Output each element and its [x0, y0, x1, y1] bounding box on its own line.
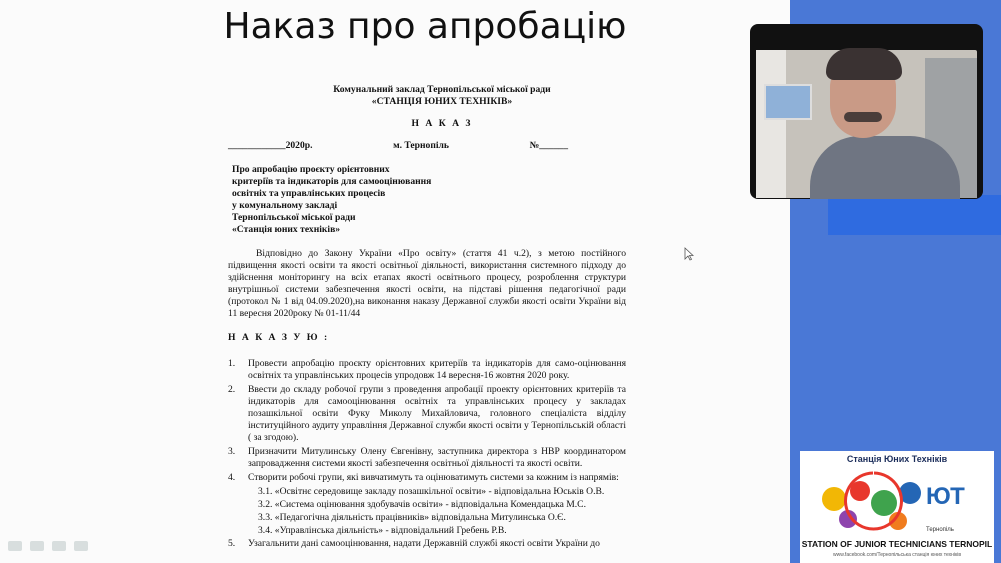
institution-line-2: «СТАНЦІЯ ЮНИХ ТЕХНІКІВ» — [371, 96, 513, 107]
sub-item: 3.2. «Система оцінювання здобувачів освіти» - відповідальна Комендацька М.С. — [258, 499, 586, 510]
preamble-text: Відповідно до Закону України «Про освіту» (стаття 41 ч.2), з метою постійного підвищення якості освіти та якості освітньої діяльності, використання системного підходу до здійснення моніторингу на всіх етапах якості освітнього процесу, розроблення структури внутрішньої системи забезпечення якості освіти, на підставі рішення педагогічної ради (протокол № 1 від 04.09.2020),на виконання наказу Державної служби якості освіти України від 11 вересня 2020року № 01-11/44 — [228, 248, 626, 319]
city-label: м. Тернопіль — [393, 140, 449, 151]
list-item — [228, 538, 626, 550]
order-heading: Н А К А З У Ю : — [228, 332, 330, 343]
list-item — [228, 384, 626, 444]
logo-art-icon — [814, 469, 934, 533]
logo-mark: ЮТ — [926, 483, 965, 510]
document-type: Н А К А З — [411, 118, 473, 129]
next-slide-icon[interactable] — [74, 541, 88, 551]
item-text: Призначити Митулинську Олену Євгенівну, заступника директора з НВР координатором запровадження системи якості забезпечення освітньої діяльності та якості освіти. — [248, 446, 626, 469]
logo-footer: www.facebook.com/Тернопільська станція юних техніків — [832, 552, 962, 558]
item-text: Створити робочі групи, які вивчатимуть та оцінюватимуть системи за кожним із напрямів: — [248, 472, 619, 483]
slide-toolbar — [8, 541, 88, 551]
item-number: 5. — [228, 538, 236, 549]
order-document — [228, 84, 626, 552]
sub-item: 3.1. «Освітнє середовище закладу позашкільної освіти» - відповідальна Юськів О.В. — [258, 486, 605, 497]
number-field: №______ — [529, 140, 568, 151]
presenter-hair — [826, 48, 902, 80]
webcam-shelf — [756, 50, 786, 198]
webcam-wall-picture — [764, 84, 812, 120]
item-number: 4. — [228, 472, 236, 483]
list-item — [228, 446, 626, 470]
order-items — [228, 358, 626, 550]
document-meta — [228, 140, 568, 152]
mouse-cursor-icon — [684, 247, 694, 261]
item-number: 2. — [228, 384, 236, 395]
pen-icon[interactable] — [30, 541, 44, 551]
previous-slide-icon[interactable] — [8, 541, 22, 551]
list-item — [228, 358, 626, 382]
logo-city: Тернопіль — [926, 527, 954, 533]
side-accent-block — [828, 195, 1001, 235]
sub-items — [258, 486, 626, 537]
sub-item: 3.4. «Управлінська діяльність» - відповідальний Гребень Р.В. — [258, 525, 507, 536]
station-logo — [800, 451, 994, 563]
presenter-mustache — [844, 112, 882, 122]
logo-top-text: Станція Юних Техніків — [846, 454, 948, 464]
slides-grid-icon[interactable] — [52, 541, 66, 551]
date-field: ____________2020р. — [228, 140, 313, 151]
webcam-video[interactable] — [750, 24, 983, 199]
institution-line-1: Комунальний заклад Тернопільської міської ради — [333, 84, 551, 95]
slide-title: Наказ про апробацію — [223, 6, 627, 47]
item-text: Ввести до складу робочої групи з проведення апробації проекту орієнтовних критеріїв та індикаторів для самооцінювання освітніх та управлінських процесу у закладах позашкільної освіти Фуку Миколу Михайловича, головного спеціаліста відділу інституційного аудиту управління Державної служби якості освіти у Тернопільській області ( за згодою). — [248, 384, 626, 443]
item-text: Узагальнити дані самооцінювання, надати Державній службі якості освіти України до — [248, 538, 600, 549]
item-text: Провести апробацію проєкту орієнтовних критеріїв та індикаторів для само-оцінювання освітніх та управлінських процесів упродовж 14 вересня-16 жовтня 2020 року. — [248, 358, 626, 381]
sub-item: 3.3. «Педагогічна діяльність працівників» відповідальна Митулинська О.Є. — [258, 512, 566, 523]
item-number: 1. — [228, 358, 236, 369]
item-number: 3. — [228, 446, 236, 457]
order-subject: Про апробацію проєкту орієнтовних критеріїв та індикаторів для самооцінювання освітніх та управлінських процесів у комунальному закладі Тернопільської міської ради «Станція юних техніків» — [232, 164, 432, 235]
presenter-body — [810, 136, 960, 199]
list-item — [228, 472, 626, 484]
logo-station-name: STATION OF JUNIOR TECHNICIANS TERNOPIL — [801, 539, 993, 549]
